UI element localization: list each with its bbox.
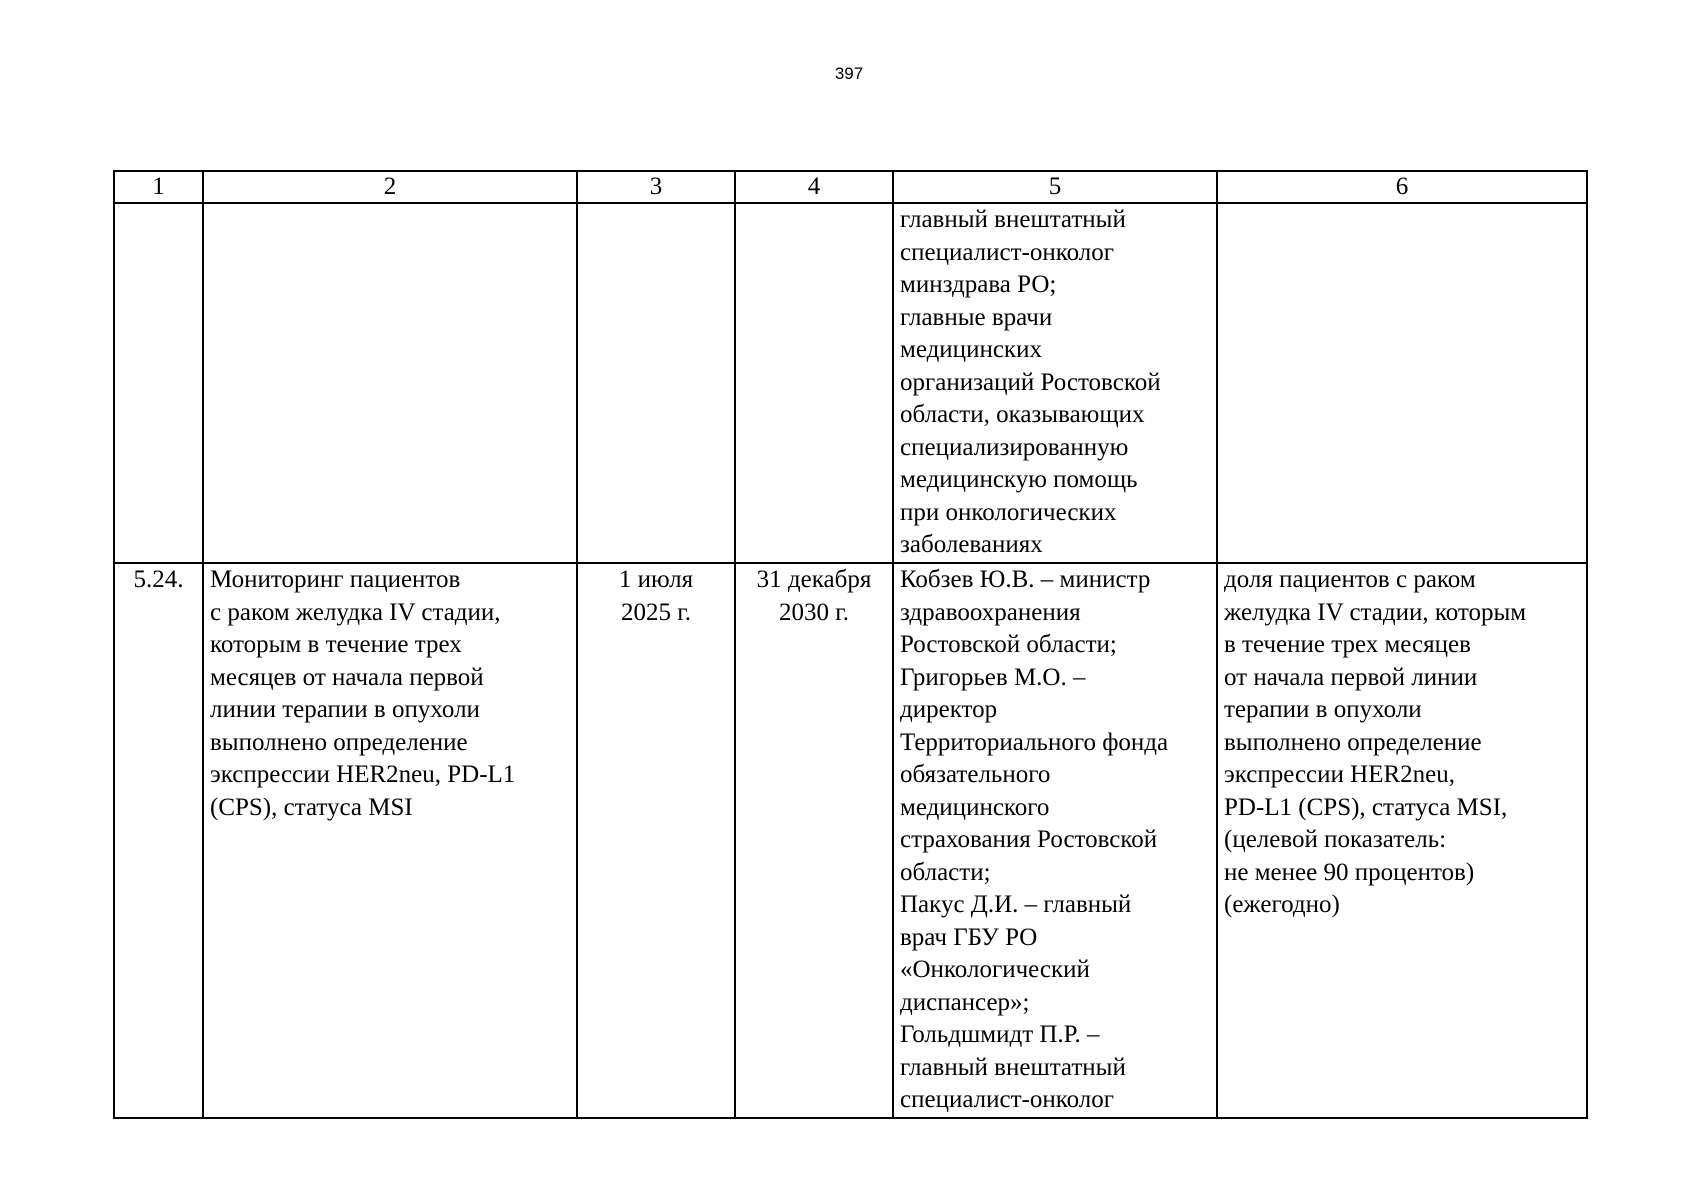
column-header-1: 1 <box>114 171 203 203</box>
cell-result: доля пациентов с раком желудка IV стадии, которым в течение трех месяцев от начала первой линии терапии в опухоли выполнено определение экспрессии HER2neu, PD-L1 (CPS), статуса MSI, (целевой показатель: не менее 90 процентов) (ежегодно) <box>1217 563 1587 1118</box>
cell-number: 5.24. <box>114 563 203 1118</box>
cell-start-date: 1 июля 2025 г. <box>577 563 735 1118</box>
cell-end-date: 31 декабря 2030 г. <box>735 563 893 1118</box>
cell-end-date <box>735 203 893 563</box>
column-header-2: 2 <box>203 171 577 203</box>
cell-measure <box>203 203 577 563</box>
cell-responsible: главный внештатный специалист-онколог минздрава РО; главные врачи медицинских организаций Ростовской области, оказывающих специализированную медицинскую помощь при онкологических заболеваниях <box>893 203 1217 563</box>
cell-measure: Мониторинг пациентов с раком желудка IV стадии, которым в течение трех месяцев от начала первой линии терапии в опухоли выполнено определение экспрессии HER2neu, PD-L1 (CPS), статуса MSI <box>203 563 577 1118</box>
cell-number <box>114 203 203 563</box>
cell-result <box>1217 203 1587 563</box>
column-header-5: 5 <box>893 171 1217 203</box>
column-header-4: 4 <box>735 171 893 203</box>
column-header-3: 3 <box>577 171 735 203</box>
page-number: 397 <box>834 64 864 83</box>
table-header-row <box>114 171 1587 203</box>
table-row-5-24 <box>114 563 1587 1118</box>
measures-table <box>113 170 1588 1119</box>
column-header-6: 6 <box>1217 171 1587 203</box>
cell-start-date <box>577 203 735 563</box>
cell-responsible: Кобзев Ю.В. – министр здравоохранения Ростовской области; Григорьев М.О. – директор Территориального фонда обязательного медицинского страхования Ростовской области; Пакус Д.И. – главный врач ГБУ РО «Онкологический диспансер»; Гольдшмидт П.Р. – главный внештатный специалист-онколог <box>893 563 1217 1118</box>
table-row-continuation <box>114 203 1587 563</box>
